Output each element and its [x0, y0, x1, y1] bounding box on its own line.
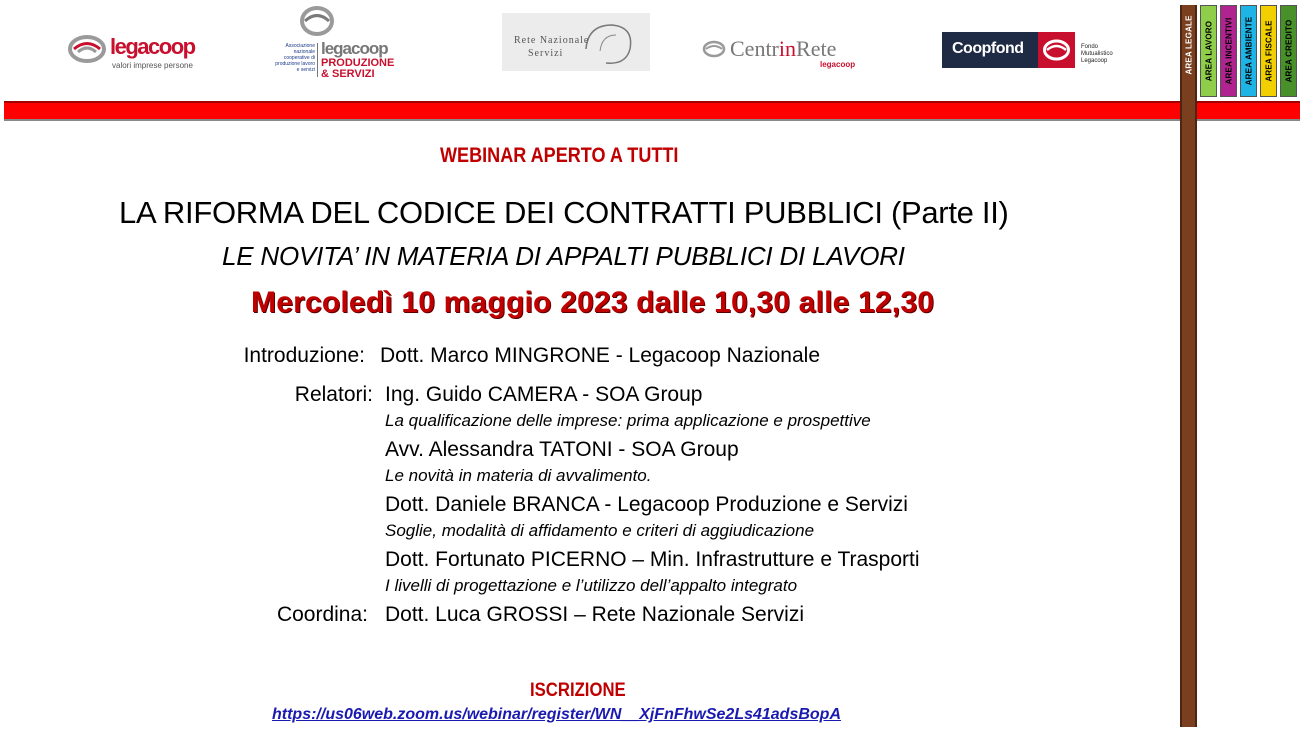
intro-speaker: Dott. Marco MINGRONE - Legacoop Nazionale	[380, 344, 821, 367]
centrinrete-part2: in	[778, 36, 797, 61]
tab-area-ambiente-label: AREA AMBIENTE	[1244, 16, 1253, 86]
rns-line1: Rete Nazionale	[514, 35, 590, 46]
legacoop-ps-name: legacoop	[321, 39, 388, 58]
legacoop-logo	[68, 30, 208, 74]
tab-area-credito-label: AREA CREDITO	[1284, 19, 1293, 83]
coopfond-mark	[1038, 32, 1075, 68]
tab-area-legale[interactable]	[1180, 5, 1197, 97]
centrinrete-name	[730, 36, 836, 62]
coopfond-caption	[1081, 44, 1113, 65]
centrinrete-swirl-icon	[702, 40, 726, 58]
legacoop-ps-sub1: PRODUZIONE	[321, 57, 395, 69]
event-date: Mercoledì 10 maggio 2023 dalle 10,30 alle 12,30	[251, 286, 935, 319]
area-legale-pole	[1180, 5, 1197, 727]
coopfond-logo	[940, 30, 1130, 70]
webinar-kicker: WEBINAR APERTO A TUTTI	[440, 144, 679, 167]
legacoop-swirl-icon	[68, 34, 106, 64]
speaker-4-topic: I livelli di progettazione e l’utilizzo dell’appalto integrato	[385, 576, 798, 595]
speakers-label: Relatori:	[294, 383, 373, 406]
legacoop-ps-sub2: & SERVIZI	[321, 68, 375, 80]
tab-area-legale-label: AREA LEGALE	[1184, 15, 1193, 75]
chair-name: Dott. Luca GROSSI – Rete Nazionale Servizi	[385, 603, 805, 626]
coopfond-swirl-icon	[1042, 38, 1071, 62]
speaker-2-topic: Le novità in materia di avvalimento.	[385, 466, 652, 485]
registration-label: ISCRIZIONE	[530, 680, 626, 701]
tab-area-fiscale-label: AREA FISCALE	[1264, 20, 1273, 82]
intro-label: Introduzione:	[243, 344, 365, 367]
registration-link[interactable]: https://us06web.zoom.us/webinar/register/WN__XjFnFhwSe2Ls41adsBopA	[272, 706, 842, 723]
page-subtitle: LE NOVITA’ IN MATERIA DI APPALTI PUBBLICI DI LAVORI	[222, 241, 905, 271]
centrinrete-part3: Rete	[796, 36, 837, 61]
centrinrete-part1: Centr	[730, 36, 779, 61]
tab-area-credito[interactable]	[1280, 5, 1297, 97]
speaker-3-name: Dott. Daniele BRANCA - Legacoop Produzione e Servizi	[385, 493, 908, 516]
logo-divider	[317, 43, 318, 77]
rns-line2: Servizi	[528, 48, 564, 59]
speaker-4-name: Dott. Fortunato PICERNO – Min. Infrastrutture e Trasporti	[385, 548, 920, 571]
speaker-2-name: Avv. Alessandra TATONI - SOA Group	[385, 438, 739, 461]
association-caption: Associazione nazionale cooperative di produzione lavoro e servizi	[275, 43, 315, 73]
coopfond-caption-line1: Fondo	[1081, 44, 1099, 50]
centrinrete-logo	[702, 36, 867, 76]
tab-area-incentivi-label: AREA INCENTIVI	[1224, 17, 1233, 85]
page-title: LA RIFORMA DEL CODICE DEI CONTRATTI PUBBLICI (Parte II)	[119, 195, 1009, 230]
coopfond-caption-line3: Legacoop	[1081, 58, 1108, 64]
legacoop-logo-tagline: valori imprese persone	[112, 61, 193, 70]
legacoop-logo-name: legacoop	[110, 34, 195, 59]
speaker-1-topic: La qualificazione delle imprese: prima applicazione e prospettive	[385, 411, 871, 430]
tab-area-lavoro[interactable]	[1200, 5, 1217, 97]
centrinrete-sub: legacoop	[820, 60, 856, 69]
legacoop-ps-sub	[321, 58, 394, 80]
legacoop-swirl-icon	[299, 5, 335, 37]
tab-area-ambiente[interactable]	[1240, 5, 1257, 97]
coopfond-name: Coopfond	[942, 32, 1038, 68]
header-red-band	[4, 101, 1300, 121]
tab-area-fiscale[interactable]	[1260, 5, 1277, 97]
speaker-3-topic: Soglie, modalità di affidamento e criteri di aggiudicazione	[385, 521, 815, 540]
rete-nazionale-servizi-logo	[502, 13, 650, 71]
tab-area-lavoro-label: AREA LAVORO	[1204, 20, 1213, 82]
speaker-1-name: Ing. Guido CAMERA - SOA Group	[385, 383, 703, 406]
tab-area-incentivi[interactable]	[1220, 5, 1237, 97]
chair-label: Coordina:	[276, 603, 368, 626]
coopfond-caption-line2: Mutualistico	[1081, 51, 1113, 57]
legacoop-produzione-servizi-logo	[275, 5, 425, 83]
